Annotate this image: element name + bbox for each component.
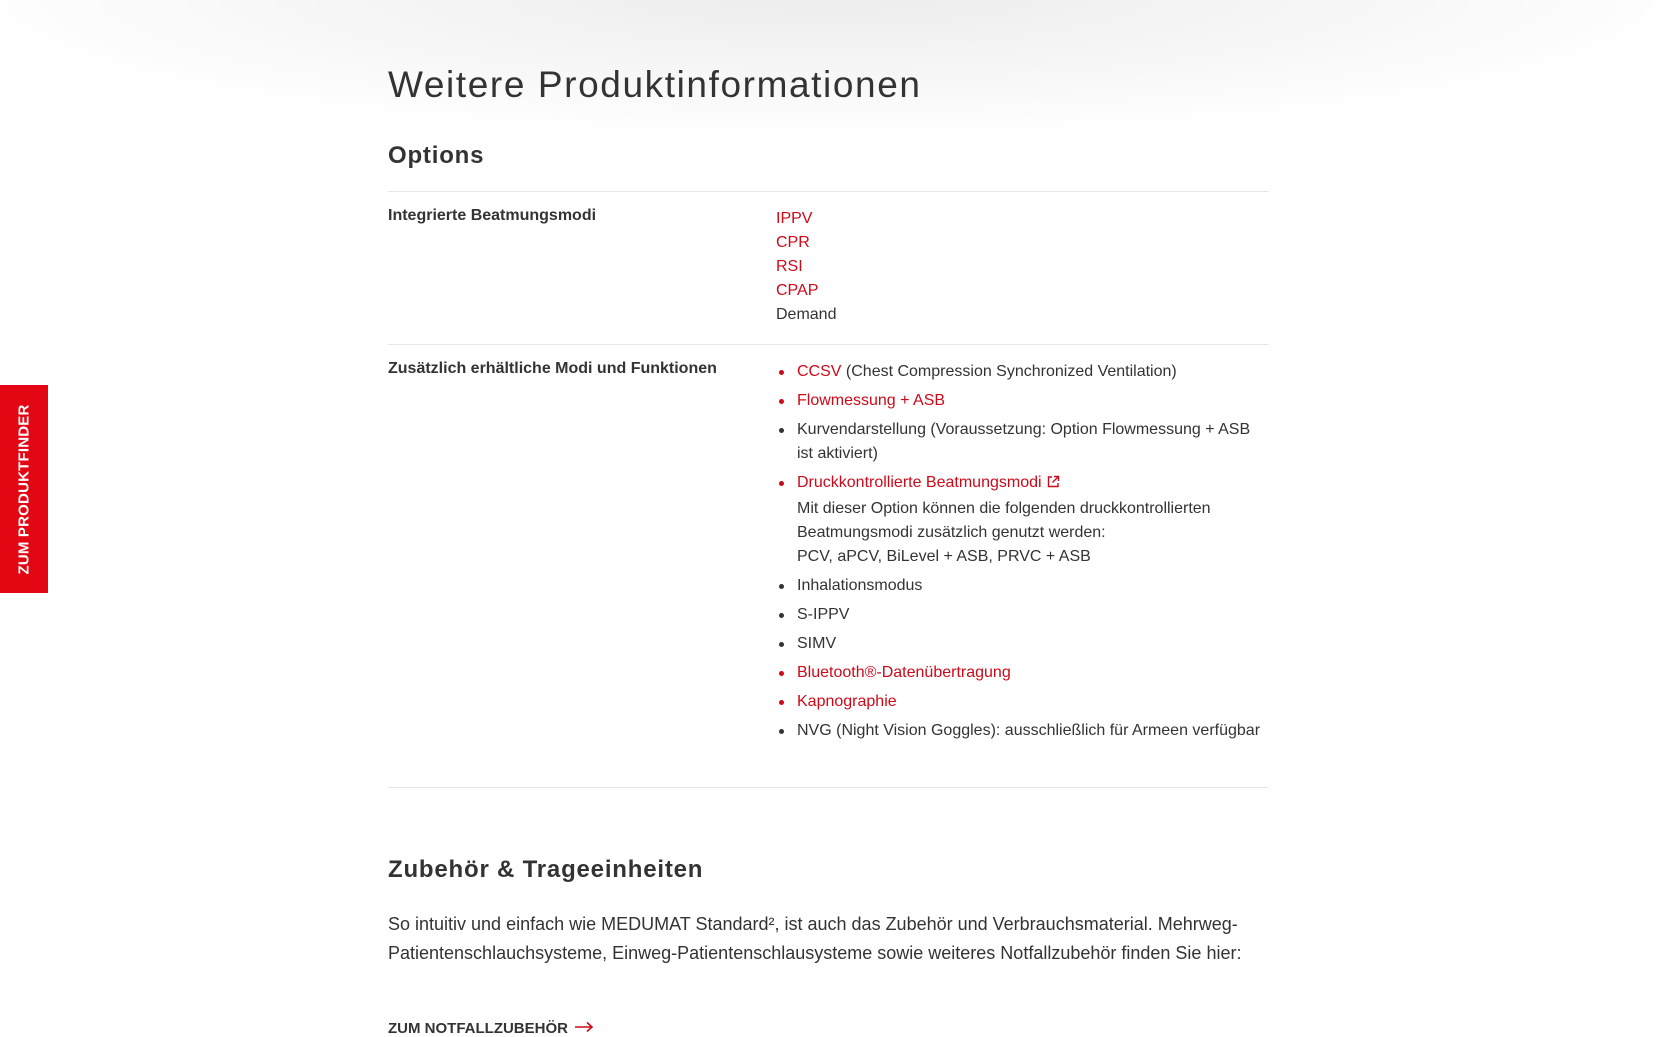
mode-link-cpr[interactable]: CPR [776, 234, 810, 251]
list-item [776, 719, 1269, 743]
row-value-zusaetzliche-modi [776, 360, 1269, 748]
mode-text-demand: Demand [776, 306, 837, 323]
divider [388, 787, 1269, 788]
mode-link-ippv[interactable]: IPPV [776, 210, 813, 227]
row-label-zusaetzliche-modi: Zusätzlich erhältliche Modi und Funktionen [388, 360, 717, 377]
mode-link-cpap[interactable]: CPAP [776, 282, 819, 299]
feature-list [776, 360, 1269, 743]
produktfinder-side-tab[interactable] [0, 385, 48, 593]
kurvendarstellung-text: Kurvendarstellung (Voraussetzung: Option Flowmessung + ASB ist aktiviert) [797, 421, 1251, 462]
simv-text: SIMV [797, 635, 837, 652]
row-value-integrierte-modi [776, 207, 1269, 327]
list-item [776, 360, 1269, 384]
arrow-right-icon [574, 1020, 594, 1037]
side-tab-label: ZUM PRODUKTFINDER [15, 403, 33, 575]
divider [388, 344, 1269, 345]
list-item [776, 690, 1269, 714]
cta-label: ZUM NOTFALLZUBEHÖR [388, 1020, 568, 1037]
druckkontrollierte-modes: PCV, aPCV, BiLevel + ASB, PRVC + ASB [797, 548, 1091, 565]
s-ippv-text: S-IPPV [797, 606, 850, 623]
notfallzubehoer-link[interactable] [388, 1020, 594, 1037]
link-bluetooth[interactable]: Bluetooth®-Datenübertragung [797, 664, 1011, 681]
link-flowmessung[interactable]: Flowmessung + ASB [797, 392, 946, 409]
page-title: Weitere Produktinformationen [388, 64, 922, 105]
mode-list [776, 207, 1269, 327]
link-druckkontrollierte-modi[interactable] [797, 474, 1060, 491]
mode-link-rsi[interactable]: RSI [776, 258, 803, 275]
divider [388, 191, 1269, 192]
list-item [776, 471, 1269, 569]
external-link-icon [1046, 473, 1060, 497]
list-item [776, 603, 1269, 627]
link-kapnographie[interactable]: Kapnographie [797, 693, 897, 710]
list-item [776, 574, 1269, 598]
nvg-text: NVG (Night Vision Goggles): ausschließlich für Armeen verfügbar [797, 722, 1261, 739]
druckkontrollierte-description: Mit dieser Option können die folgenden druckkontrollierten Beatmungsmodi zusätzlich genutzt werden: [797, 500, 1211, 541]
row-label-integrierte-modi: Integrierte Beatmungsmodi [388, 207, 597, 224]
zubehoer-heading: Zubehör & Trageeinheiten [388, 856, 704, 883]
list-item [776, 632, 1269, 656]
inhalationsmodus-text: Inhalationsmodus [797, 577, 923, 594]
zubehoer-intro: So intuitiv und einfach wie MEDUMAT Standard², ist auch das Zubehör und Verbrauchsmaterial. Mehrweg-Patientenschlauchsysteme, Einweg-Patientenschlausysteme sowie weiteres Notfallzubehör finden Sie hier: [388, 914, 1242, 963]
list-item [776, 418, 1269, 466]
list-item [776, 661, 1269, 685]
link-ccsv[interactable]: CCSV [797, 363, 842, 380]
list-item [776, 389, 1269, 413]
druckkontrollierte-label: Druckkontrollierte Beatmungsmodi [797, 474, 1042, 491]
options-heading: Options [388, 142, 485, 169]
ccsv-description: (Chest Compression Synchronized Ventilation) [845, 363, 1177, 380]
